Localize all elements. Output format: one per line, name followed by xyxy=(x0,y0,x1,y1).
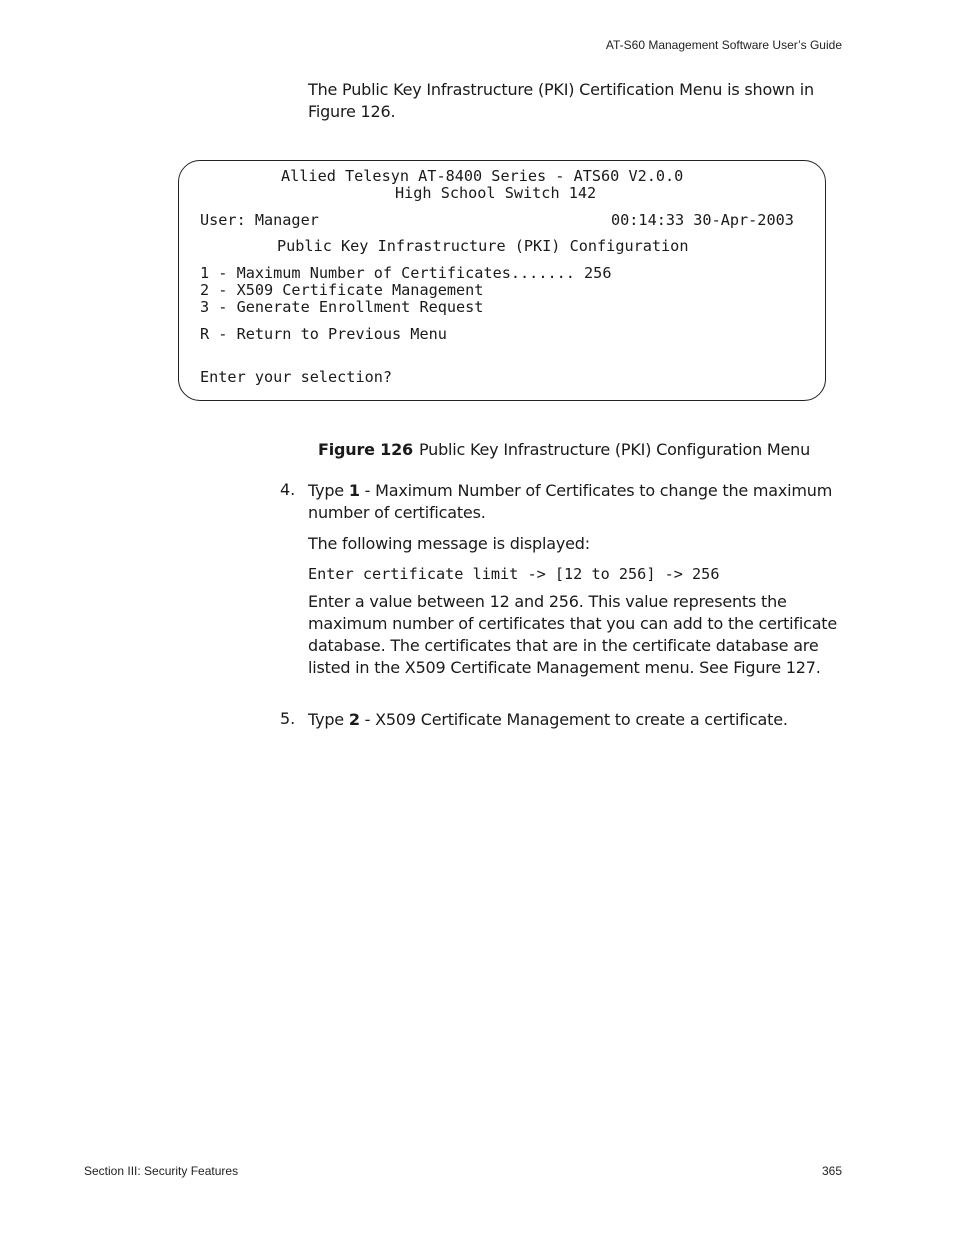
menu-option-2: 2 - X509 Certificate Management xyxy=(200,281,484,299)
figure-caption-text: Public Key Infrastructure (PKI) Configuration Menu xyxy=(418,440,811,459)
step-5-description: - X509 Certificate Management to create a certificate. xyxy=(364,710,788,729)
intro-paragraph: The Public Key Infrastructure (PKI) Certification Menu is shown in Figure 126. xyxy=(308,80,814,121)
step-5-text xyxy=(308,709,838,731)
step-5-type-word: Type xyxy=(308,710,344,729)
figure-number: Figure 126 xyxy=(318,440,413,459)
step-4-text xyxy=(308,480,838,524)
screen-prompt: Enter your selection? xyxy=(200,368,393,386)
step-5-key: 2 xyxy=(348,710,360,729)
screen-timestamp: 00:14:33 30-Apr-2003 xyxy=(611,211,794,229)
step-4-description: - Maximum Number of Certificates to change the maximum number of certificates. xyxy=(308,481,833,522)
screen-title-line2: High School Switch 142 xyxy=(395,184,597,202)
step-4-type-word: Type xyxy=(308,481,344,500)
footer-page-number: 365 xyxy=(821,1164,842,1178)
screen-user: User: Manager xyxy=(200,211,319,229)
screen-title-line1: Allied Telesyn AT-8400 Series - ATS60 V2.0.0 xyxy=(281,167,684,185)
screen-menu-title: Public Key Infrastructure (PKI) Configuration xyxy=(277,237,689,255)
step-5-number: 5. xyxy=(280,709,296,728)
running-header: AT-S60 Management Software User’s Guide xyxy=(605,38,842,52)
menu-option-1: 1 - Maximum Number of Certificates....... 256 xyxy=(200,264,612,282)
step-4-explanation: Enter a value between 12 and 256. This value represents the maximum number of certificates that you can add to the certificate database. The certificates that are in the certificate database are listed in the X509 Certificate Management menu. See Figure 127. xyxy=(308,592,838,677)
menu-option-3: 3 - Generate Enrollment Request xyxy=(200,298,484,316)
figure-caption xyxy=(318,440,810,459)
step-4-message-intro: The following message is displayed: xyxy=(308,534,590,553)
menu-option-return: R - Return to Previous Menu xyxy=(200,325,447,343)
footer-section: Section III: Security Features xyxy=(84,1164,239,1178)
step-4-code: Enter certificate limit -> [12 to 256] -> 256 xyxy=(308,565,720,583)
step-4-number: 4. xyxy=(280,480,296,499)
step-4-key: 1 xyxy=(348,481,360,500)
